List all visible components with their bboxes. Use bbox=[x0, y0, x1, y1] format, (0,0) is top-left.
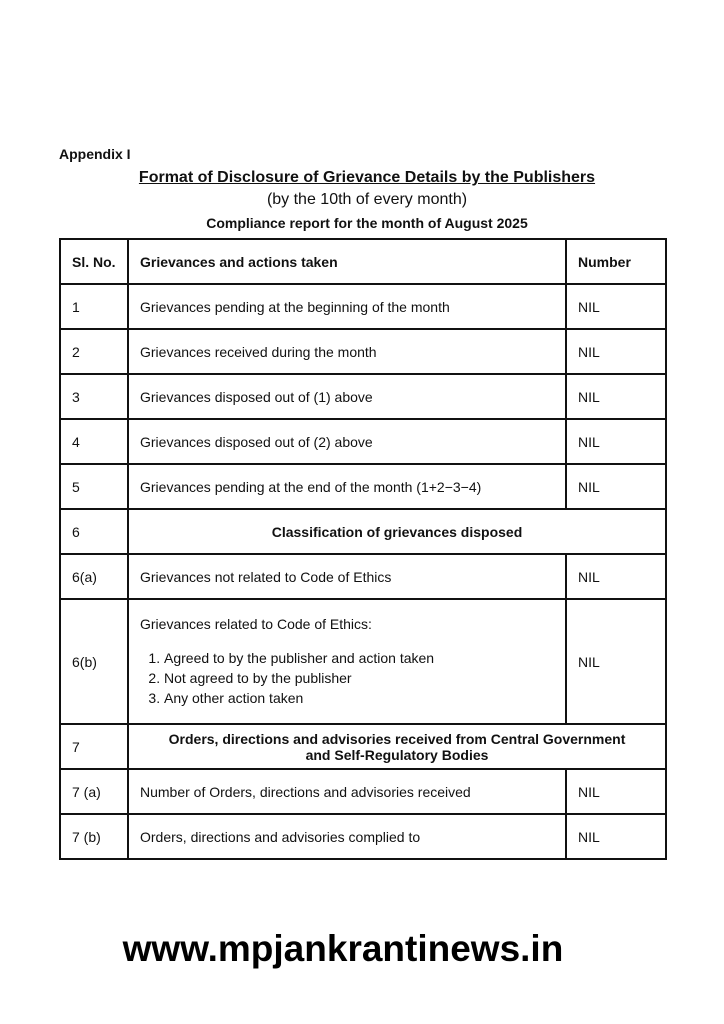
section-heading-line: and Self-Regulatory Bodies bbox=[305, 746, 489, 763]
footer-url: www.mpjankrantinews.in bbox=[122, 928, 564, 969]
row-value: NIL bbox=[566, 769, 666, 814]
row-desc: Grievances pending at the beginning of the month bbox=[128, 284, 566, 329]
table-row bbox=[60, 814, 666, 859]
table-row bbox=[60, 284, 666, 329]
table-row bbox=[60, 769, 666, 814]
row-sl: 4 bbox=[60, 419, 128, 464]
table-row bbox=[60, 329, 666, 374]
row-sl: 3 bbox=[60, 374, 128, 419]
row-sl: 7 (b) bbox=[60, 814, 128, 859]
row-sl: 7 (a) bbox=[60, 769, 128, 814]
row-desc: Number of Orders, directions and advisories received bbox=[128, 769, 566, 814]
row-desc: Grievances not related to Code of Ethics bbox=[128, 554, 566, 599]
appendix-label: Appendix I bbox=[59, 146, 131, 162]
table-row bbox=[60, 419, 666, 464]
row-value: NIL bbox=[566, 464, 666, 509]
table-row bbox=[60, 599, 666, 724]
header-grievances: Grievances and actions taken bbox=[128, 239, 566, 284]
page-title: Format of Disclosure of Grievance Details by the Publishers bbox=[138, 169, 596, 186]
row-value: NIL bbox=[566, 419, 666, 464]
section-row bbox=[60, 724, 666, 769]
row-sl: 6 bbox=[60, 509, 128, 554]
row-sl: 6(b) bbox=[60, 599, 128, 724]
row-sl: 5 bbox=[60, 464, 128, 509]
section-heading-line: Orders, directions and advisories received from Central Government bbox=[168, 730, 626, 747]
row-sl: 6(a) bbox=[60, 554, 128, 599]
row-desc: Grievances disposed out of (2) above bbox=[128, 419, 566, 464]
row-value: NIL bbox=[566, 599, 666, 724]
row-value: NIL bbox=[566, 554, 666, 599]
header-sl-no: Sl. No. bbox=[60, 239, 128, 284]
section-row bbox=[60, 509, 666, 554]
row-value: NIL bbox=[566, 329, 666, 374]
row-sl: 7 bbox=[60, 724, 128, 769]
table-row bbox=[60, 464, 666, 509]
list-item: 1. Agreed to by the publisher and action taken bbox=[164, 648, 554, 668]
report-title: Compliance report for the month of August 2025 bbox=[206, 215, 528, 231]
grievance-table bbox=[59, 238, 667, 860]
page-subtitle: (by the 10th of every month) bbox=[266, 191, 468, 208]
section-heading: Classification of grievances disposed bbox=[128, 509, 666, 554]
row-value: NIL bbox=[566, 814, 666, 859]
row-value: NIL bbox=[566, 284, 666, 329]
list-item: 3. Any other action taken bbox=[164, 688, 554, 708]
row-desc: Grievances received during the month bbox=[128, 329, 566, 374]
header-number: Number bbox=[566, 239, 666, 284]
table-row bbox=[60, 374, 666, 419]
row-desc: Grievances disposed out of (1) above bbox=[128, 374, 566, 419]
row-desc: Grievances related to Code of Ethics: bbox=[140, 615, 372, 632]
table-header-row bbox=[60, 239, 666, 284]
row-desc: Orders, directions and advisories complied to bbox=[128, 814, 566, 859]
row-sl: 1 bbox=[60, 284, 128, 329]
section-heading bbox=[128, 724, 666, 769]
row-desc-cell bbox=[128, 599, 566, 724]
sub-list bbox=[140, 648, 554, 708]
row-desc: Grievances pending at the end of the month (1+2−3−4) bbox=[128, 464, 566, 509]
row-value: NIL bbox=[566, 374, 666, 419]
row-sl: 2 bbox=[60, 329, 128, 374]
list-item: 2. Not agreed to by the publisher bbox=[164, 668, 554, 688]
table-row bbox=[60, 554, 666, 599]
